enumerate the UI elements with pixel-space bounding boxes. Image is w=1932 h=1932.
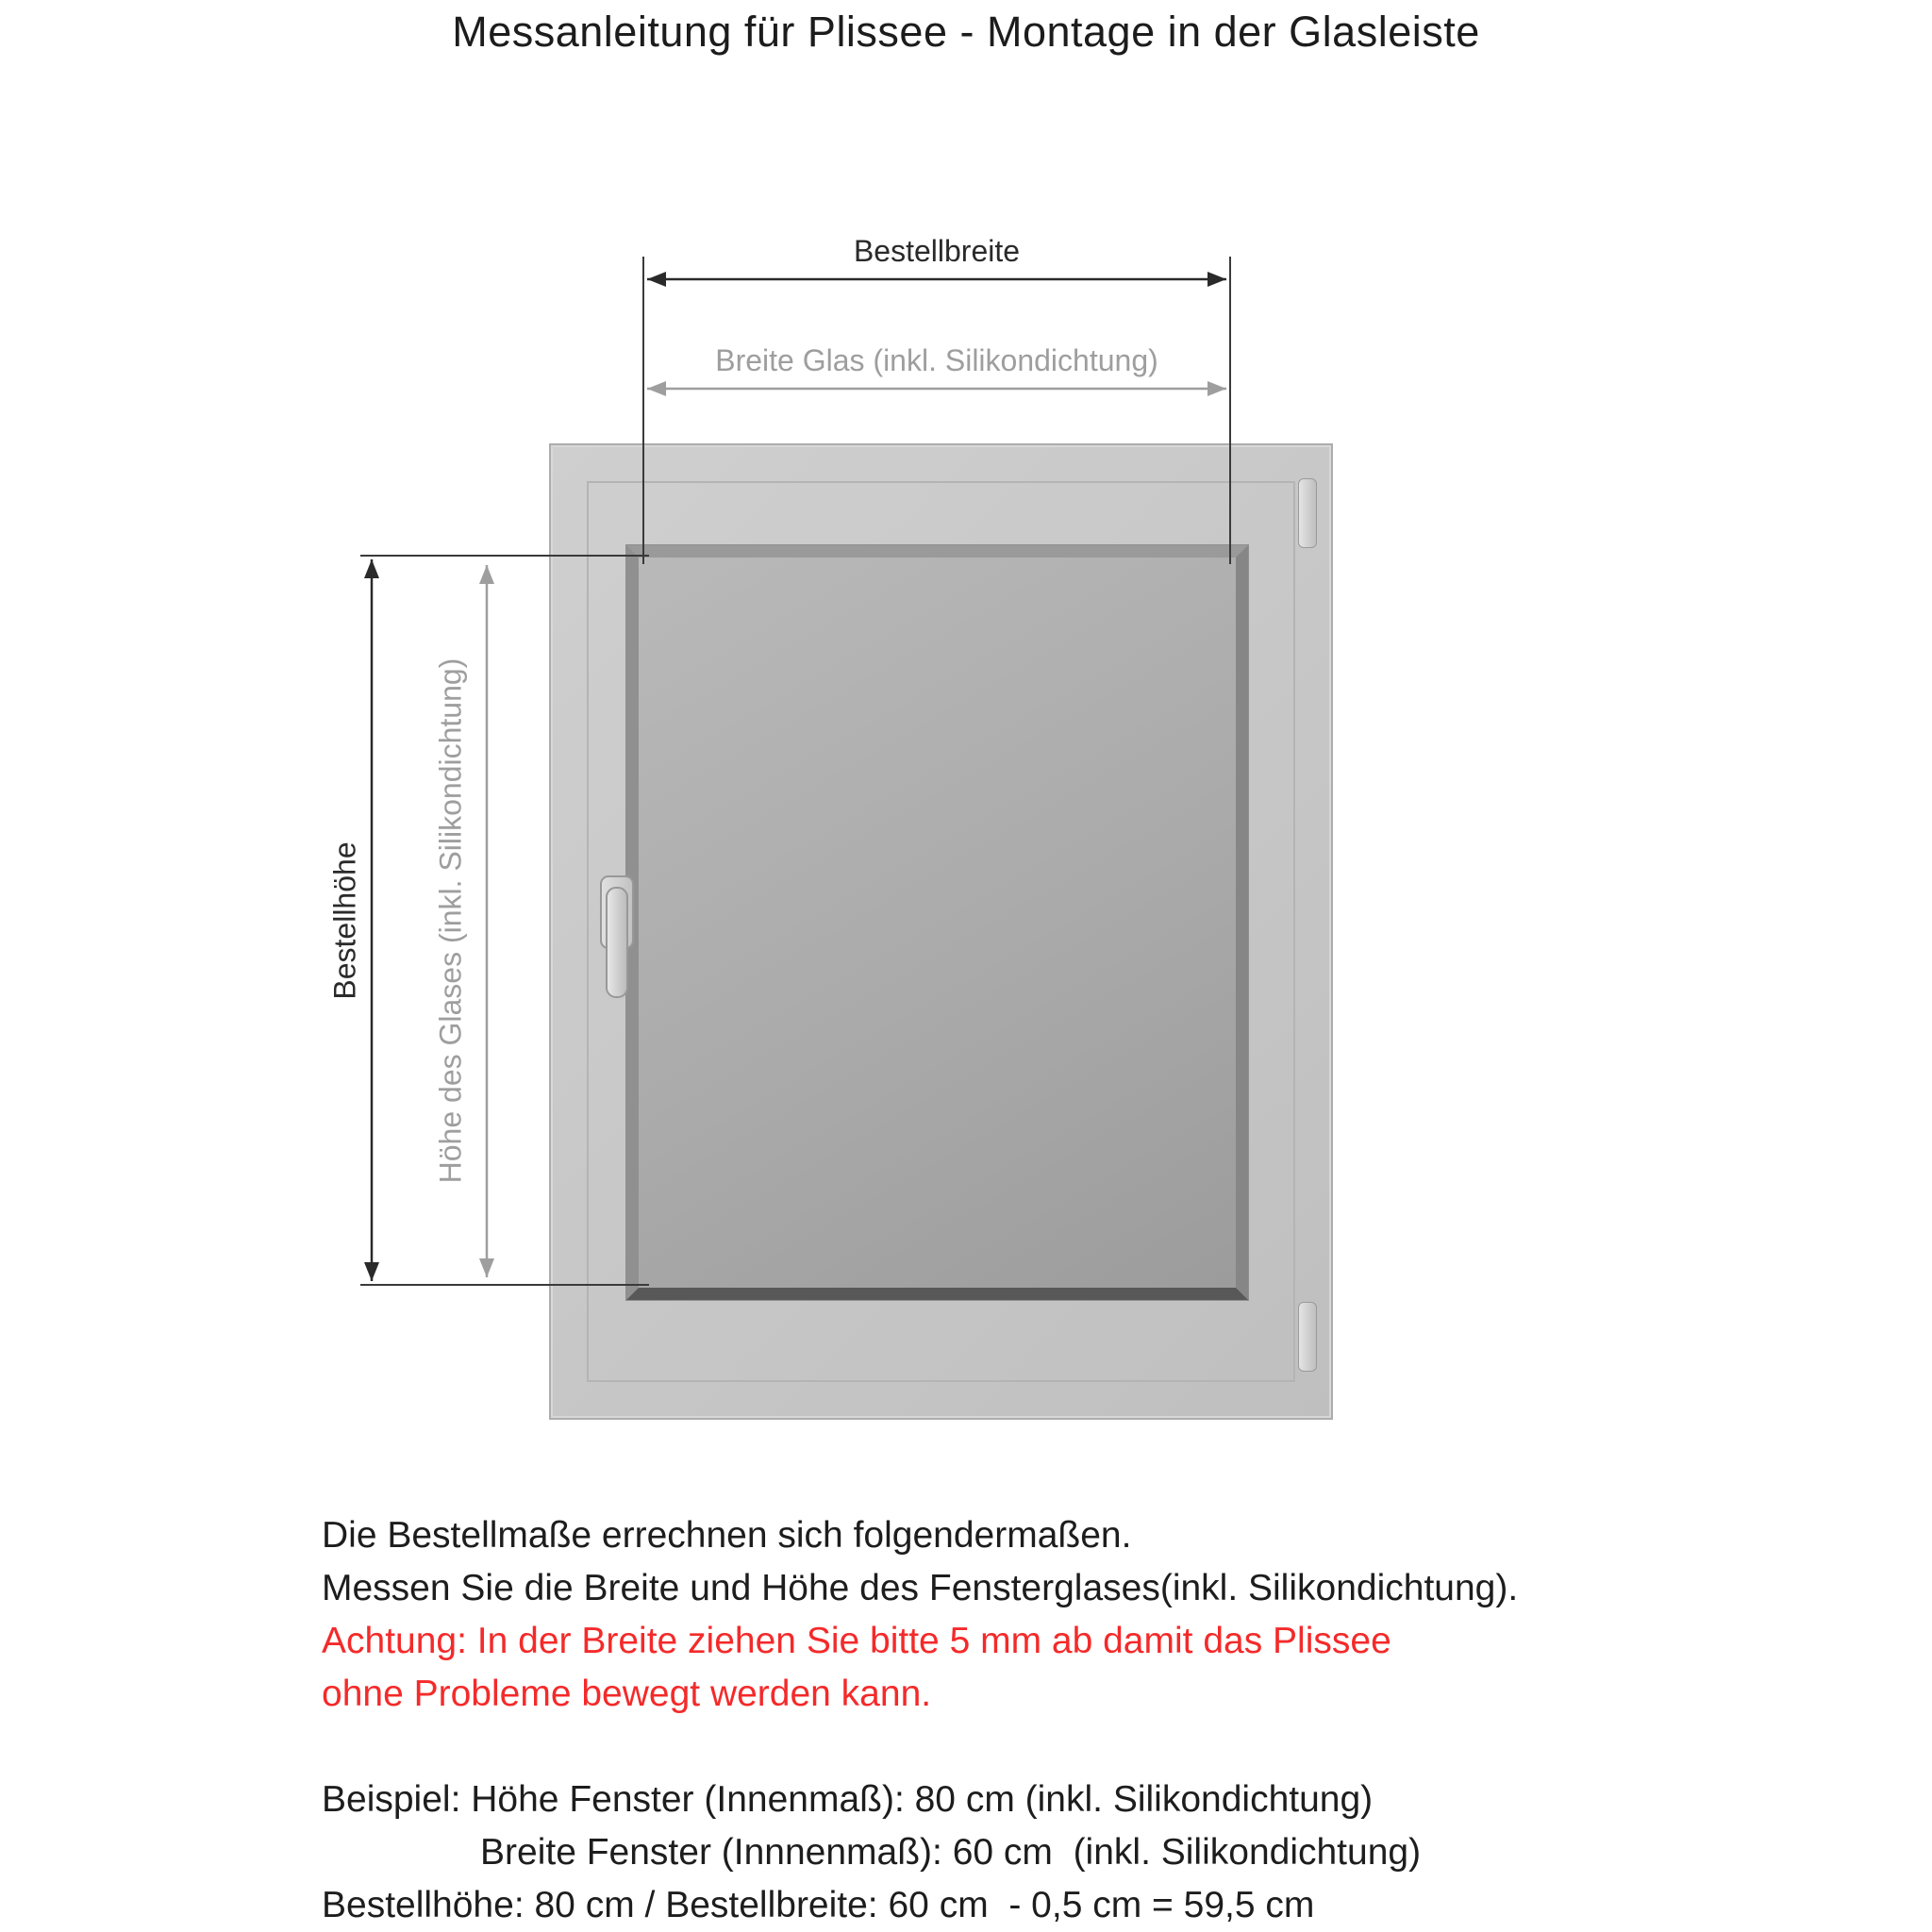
glass-width-label: Breite Glas (inkl. Silikondichtung)	[715, 343, 1158, 377]
order-height-label: Bestellhöhe	[327, 841, 362, 1000]
instructions-block	[322, 1509, 1518, 1932]
warning-line: Achtung: In der Breite ziehen Sie bitte 5 mm ab damit das Plissee	[322, 1621, 1391, 1661]
window-glass	[626, 545, 1248, 1300]
page-title: Messanleitung für Plissee - Montage in der Glasleiste	[452, 8, 1480, 56]
instruction-line: Messen Sie die Breite und Höhe des Fensterglases(inkl. Silikondichtung).	[322, 1568, 1519, 1608]
order-width-label: Bestellbreite	[853, 234, 1021, 268]
example-line: Breite Fenster (Innnenmaß): 60 cm (inkl. Silikondichtung)	[480, 1832, 1422, 1873]
example-line: Beispiel: Höhe Fenster (Innenmaß): 80 cm (inkl. Silikondichtung)	[322, 1779, 1374, 1820]
example-block	[322, 1774, 1518, 1932]
window-handle	[606, 887, 628, 998]
window-hinge-bottom	[1298, 1302, 1317, 1372]
window-frame	[549, 443, 1333, 1420]
window-hinge-top	[1298, 478, 1317, 548]
glass-height-label: Höhe des Glases (inkl. Silikondichtung)	[433, 658, 468, 1184]
warning-line: ohne Probleme bewegt werden kann.	[322, 1674, 932, 1714]
instruction-line: Die Bestellmaße errechnen sich folgendermaßen.	[322, 1515, 1132, 1556]
example-line: Bestellhöhe: 80 cm / Bestellbreite: 60 cm - 0,5 cm = 59,5 cm	[322, 1885, 1315, 1925]
